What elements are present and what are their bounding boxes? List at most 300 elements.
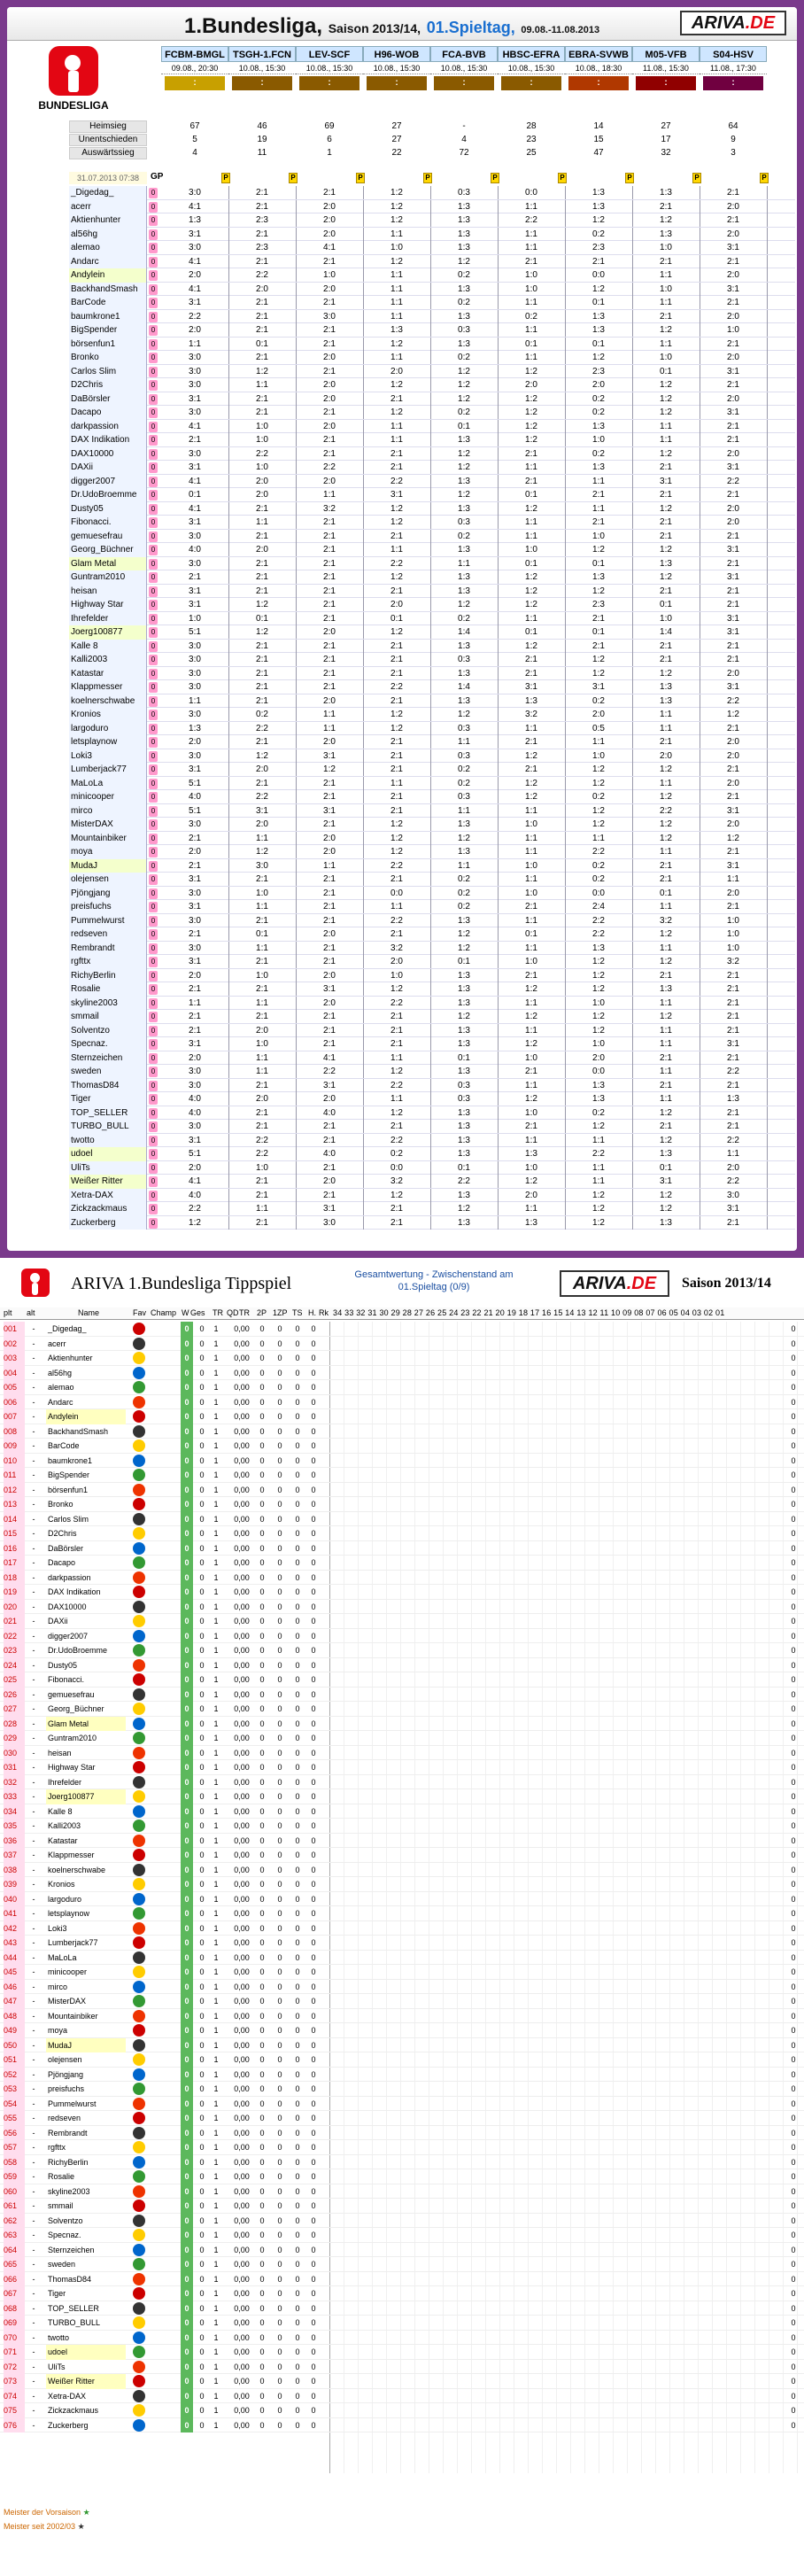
w-value: 0 — [199, 1938, 205, 1947]
ts-value: 0 — [295, 2245, 300, 2254]
tip-cell: 3:1 — [189, 902, 201, 912]
tip-cell: 2:1 — [323, 668, 336, 679]
player-name[interactable]: DaBörsler — [48, 1543, 84, 1553]
player-name[interactable]: Loki3 — [48, 1923, 67, 1933]
md01-value: 0 — [791, 2260, 796, 2269]
player-name[interactable]: Xetra-DAX — [48, 2391, 87, 2401]
player-name[interactable]: DAXii — [48, 1617, 68, 1626]
tip-row — [69, 296, 795, 310]
p-marker[interactable]: P — [221, 173, 230, 183]
tip-cell: 3:0 — [189, 750, 201, 761]
player-name[interactable]: minicooper — [48, 1967, 88, 1976]
tip-cell: 2:2 — [592, 1149, 605, 1159]
md01-value: 0 — [791, 2274, 796, 2284]
tip-cell: 2:1 — [189, 1012, 201, 1021]
ts-value: 0 — [295, 1880, 300, 1889]
match-name[interactable]: TSGH-1.FCN — [228, 46, 296, 62]
player-name[interactable]: Pummelwurst — [69, 914, 147, 928]
player-name[interactable]: Fibonacci. — [69, 516, 147, 530]
ts-value: 0 — [295, 1529, 300, 1538]
player-name[interactable]: Guntram2010 — [48, 1734, 97, 1742]
2p-value: 0 — [259, 2332, 265, 2342]
player-name[interactable]: Mountainbiker — [69, 832, 147, 846]
player-name[interactable]: Dr.UdoBroemme — [48, 1646, 108, 1655]
tip-row — [69, 268, 795, 283]
standings-row — [0, 1717, 804, 1732]
player-name[interactable]: Andylein — [46, 1409, 126, 1424]
qd-value: 0,00 — [234, 2332, 250, 2342]
player-name[interactable]: acerr — [48, 1338, 66, 1348]
player-name[interactable]: gemuesefrau — [69, 530, 147, 544]
place: 014 — [4, 1512, 25, 1527]
player-name[interactable]: Tiger — [69, 1092, 147, 1106]
match-column — [498, 46, 565, 92]
player-name[interactable]: D2Chris — [48, 1529, 77, 1538]
match-name[interactable]: H96-WOB — [363, 46, 430, 62]
player-name[interactable]: MisterDAX — [48, 1997, 87, 2006]
player-name[interactable]: DAXii — [69, 461, 147, 475]
ges-value: 0 — [181, 1789, 193, 1804]
tip-cell: 2:2 — [727, 1135, 739, 1145]
md01-value: 0 — [791, 2420, 796, 2430]
player-name[interactable]: baumkrone1 — [69, 310, 147, 324]
player-name[interactable]: DAX Indikation — [48, 1587, 101, 1596]
player-name[interactable]: Kalli2003 — [48, 1821, 81, 1830]
player-name[interactable]: Specnaz. — [69, 1037, 147, 1051]
player-name[interactable]: ThomasD84 — [48, 2274, 92, 2284]
player-name[interactable]: acerr — [69, 200, 147, 214]
player-name[interactable]: TOP_SELLER — [48, 2303, 99, 2313]
tip-cell: 3:0 — [189, 366, 201, 376]
1zp-value: 0 — [277, 1514, 282, 1524]
alt-place: - — [32, 1646, 35, 1655]
player-name[interactable]: DAX10000 — [69, 447, 147, 462]
player-name[interactable]: Dacapo — [69, 406, 147, 420]
player-name[interactable]: Ihrefelder — [69, 612, 147, 626]
player-name[interactable]: börsenfun1 — [69, 338, 147, 352]
tip-cell: 2:2 — [390, 1135, 403, 1145]
alt-place: - — [32, 2347, 35, 2356]
md01-value: 0 — [791, 2377, 796, 2386]
player-name[interactable]: Kronios — [69, 708, 147, 722]
tip-cell: 1:2 — [592, 1121, 605, 1131]
place: 035 — [4, 1819, 25, 1834]
player-name[interactable]: Weißer Ritter — [46, 2374, 126, 2389]
player-name[interactable]: olejensen — [48, 2055, 82, 2064]
tip-cell: 1:1 — [390, 298, 403, 307]
gp-value: 0 — [149, 422, 158, 432]
player-name[interactable]: Fibonacci. — [48, 1675, 85, 1684]
ariva-logo-2[interactable] — [560, 1270, 669, 1297]
tip-cell: 2:1 — [592, 640, 605, 651]
alt-place: - — [32, 2011, 35, 2021]
qd-value: 0,00 — [234, 2157, 250, 2167]
player-name[interactable]: moya — [69, 845, 147, 859]
player-name[interactable]: letsplaynow — [48, 1909, 90, 1918]
tr-value: 1 — [213, 2128, 219, 2138]
player-name[interactable]: _Digedag_ — [69, 186, 147, 200]
player-name[interactable]: Andarc — [69, 255, 147, 269]
player-name[interactable]: RichyBerlin — [69, 969, 147, 983]
player-name[interactable]: digger2007 — [48, 1631, 89, 1641]
player-name[interactable]: skyline2003 — [69, 997, 147, 1011]
player-name[interactable]: BarCode — [69, 296, 147, 310]
player-name[interactable]: BackhandSmash — [69, 283, 147, 297]
player-name[interactable]: alemao — [69, 241, 147, 255]
player-name[interactable]: minicooper — [69, 790, 147, 804]
1zp-value: 0 — [277, 1909, 282, 1918]
qd-value: 0,00 — [234, 1894, 250, 1904]
player-name[interactable]: BigSpender — [48, 1470, 90, 1479]
tip-cell: 1:2 — [458, 600, 470, 609]
player-name[interactable]: MisterDAX — [69, 818, 147, 832]
player-name[interactable]: Weißer Ritter — [69, 1175, 147, 1189]
player-name[interactable]: sweden — [69, 1065, 147, 1079]
player-name[interactable]: heisan — [69, 585, 147, 599]
w-value: 0 — [199, 1617, 205, 1626]
player-name[interactable]: Specnaz. — [48, 2231, 81, 2239]
1zp-value: 0 — [277, 1470, 282, 1479]
tip-cell: 1:1 — [323, 860, 336, 871]
player-name[interactable]: al56hg — [69, 228, 147, 242]
tr-value: 1 — [213, 1777, 219, 1787]
tr-value: 1 — [213, 2362, 219, 2371]
player-name[interactable]: largoduro — [69, 722, 147, 736]
qd-value: 0,00 — [234, 1368, 250, 1377]
player-name[interactable]: Rosalie — [48, 2172, 75, 2181]
player-name[interactable]: Katastar — [48, 1835, 78, 1845]
player-name[interactable]: twotto — [48, 2332, 70, 2342]
tip-cell: 1:0 — [256, 1162, 268, 1173]
player-name[interactable]: Lumberjack77 — [69, 763, 147, 777]
ges-value: 0 — [181, 2243, 193, 2258]
p-marker[interactable]: P — [423, 173, 432, 183]
1zp-value: 0 — [277, 2099, 282, 2108]
md01-value: 0 — [791, 1500, 796, 1509]
tr-value: 1 — [213, 2143, 219, 2152]
player-name[interactable]: mirco — [69, 804, 147, 819]
p-marker[interactable]: P — [558, 173, 567, 183]
player-name[interactable]: Glam Metal — [69, 557, 147, 571]
tip-cell: 1:1 — [256, 1052, 268, 1063]
player-name[interactable]: Zuckerberg — [48, 2420, 89, 2430]
gp-value: 0 — [149, 449, 158, 460]
ges-value: 0 — [181, 2082, 193, 2097]
match-name[interactable]: FCBM-BMGL — [161, 46, 228, 62]
h-value: 0 — [311, 2055, 316, 2064]
tip-row — [69, 873, 795, 887]
player-name[interactable]: Mountainbiker — [48, 2011, 98, 2021]
place: 012 — [4, 1483, 25, 1498]
tip-cell: 2:2 — [660, 805, 672, 816]
player-name[interactable]: DAX10000 — [48, 1602, 87, 1611]
player-name[interactable]: Sternzeichen — [69, 1051, 147, 1066]
player-name[interactable]: Dr.UdoBroemme — [69, 488, 147, 502]
gp-value: 0 — [149, 202, 158, 213]
player-name[interactable]: redseven — [48, 2114, 81, 2122]
player-name[interactable]: Xetra-DAX — [69, 1189, 147, 1203]
player-name[interactable]: Klappmesser — [48, 1851, 95, 1859]
player-name[interactable]: baumkrone1 — [48, 1455, 93, 1465]
player-name[interactable]: heisan — [48, 1748, 72, 1757]
player-name[interactable]: MudaJ — [46, 2038, 126, 2053]
tip-cell: 3:0 — [189, 888, 201, 898]
md01-value: 0 — [791, 1909, 796, 1918]
tip-cell: 2:2 — [256, 792, 268, 802]
player-name[interactable]: MaLoLa — [48, 1952, 77, 1962]
tip-row — [69, 241, 795, 255]
player-name[interactable]: Kronios — [48, 1880, 75, 1889]
player-name[interactable]: DaBörsler — [69, 392, 147, 407]
qd-value: 0,00 — [234, 2143, 250, 2152]
player-name[interactable]: Pjöngjang — [48, 2069, 84, 2079]
player-name[interactable]: preisfuchs — [69, 900, 147, 914]
tip-cell: 2:1 — [660, 640, 672, 651]
stat-value: 46 — [257, 121, 267, 131]
player-name[interactable]: Klappmesser — [69, 680, 147, 694]
player-name[interactable]: skyline2003 — [48, 2186, 90, 2196]
gp-value: 0 — [149, 586, 158, 597]
player-name[interactable]: smmail — [69, 1010, 147, 1024]
tip-cell: 3:2 — [525, 710, 537, 719]
ges-value: 0 — [181, 1980, 193, 1995]
player-name[interactable]: udoel — [69, 1147, 147, 1161]
fav-team-icon — [133, 2332, 145, 2344]
tip-cell: 1:2 — [525, 792, 537, 802]
qd-value: 0,00 — [234, 1880, 250, 1889]
player-name[interactable]: Zuckerberg — [69, 1216, 147, 1230]
tip-cell: 2:1 — [660, 586, 672, 596]
tip-cell: 1:0 — [390, 970, 403, 981]
player-name[interactable]: Pummelwurst — [48, 2099, 97, 2108]
player-name[interactable]: Carlos Slim — [69, 365, 147, 379]
player-name[interactable]: koelnerschwabe — [69, 694, 147, 709]
qd-value: 0,00 — [234, 2040, 250, 2050]
tip-cell: 2:1 — [390, 448, 403, 459]
player-name[interactable]: moya — [48, 2026, 68, 2035]
player-name[interactable]: preisfuchs — [48, 2084, 85, 2093]
gp-value: 0 — [149, 1026, 158, 1036]
tr-value: 1 — [213, 2347, 219, 2356]
match-name[interactable]: EBRA-SVWB — [565, 46, 632, 62]
player-name[interactable]: Zickzackmaus — [48, 2406, 99, 2415]
standings-row — [0, 2184, 804, 2200]
p-marker[interactable]: P — [491, 173, 499, 183]
player-name[interactable]: Katastar — [69, 667, 147, 681]
tip-cell: 1:3 — [592, 311, 605, 322]
tip-cell: 2:1 — [323, 640, 336, 651]
tip-cell: 2:1 — [390, 750, 403, 761]
player-name[interactable]: RichyBerlin — [48, 2157, 89, 2167]
player-name[interactable]: D2Chris — [69, 378, 147, 392]
tr-value: 1 — [213, 1806, 219, 1816]
player-name[interactable]: Zickzackmaus — [69, 1202, 147, 1216]
player-name[interactable]: Dusty05 — [69, 502, 147, 516]
qd-value: 0,00 — [234, 2420, 250, 2430]
tip-cell: 1:1 — [256, 517, 268, 527]
player-name[interactable]: redseven — [69, 927, 147, 942]
player-name[interactable]: Highway Star — [48, 1763, 96, 1772]
player-name[interactable]: Rosalie — [69, 982, 147, 997]
player-name[interactable]: Rembrandt — [69, 942, 147, 956]
tr-value: 1 — [213, 1894, 219, 1904]
player-name[interactable]: rgfttx — [69, 955, 147, 969]
gp-value: 0 — [149, 861, 158, 872]
gp-value: 0 — [149, 874, 158, 885]
player-name[interactable]: Joerg100877 — [69, 625, 147, 640]
gp-value: 0 — [149, 1094, 158, 1105]
player-name[interactable]: Carlos Slim — [48, 1514, 89, 1524]
ts-value: 0 — [295, 1982, 300, 1991]
fav-team-icon — [133, 1966, 145, 1978]
match-name[interactable]: M05-VFB — [632, 46, 700, 62]
player-name[interactable]: sweden — [48, 2260, 76, 2269]
player-name[interactable]: darkpassion — [69, 420, 147, 434]
tip-cell: 2:1 — [727, 655, 739, 664]
player-name[interactable]: Dacapo — [48, 1558, 76, 1567]
player-name[interactable]: Rembrandt — [48, 2128, 88, 2138]
tip-cell: 1:2 — [525, 366, 537, 376]
player-name[interactable]: largoduro — [48, 1894, 82, 1904]
player-name[interactable]: Aktienhunter — [48, 1354, 93, 1362]
p-marker[interactable]: P — [692, 173, 701, 183]
player-name[interactable]: MaLoLa — [69, 777, 147, 791]
player-name[interactable]: rgfttx — [48, 2143, 66, 2152]
p-marker[interactable]: P — [289, 173, 298, 183]
player-name[interactable]: al56hg — [48, 1368, 73, 1377]
tip-cell: 3:2 — [390, 1176, 403, 1186]
player-name[interactable]: Dusty05 — [48, 1660, 78, 1670]
fav-team-icon — [133, 2141, 145, 2153]
player-name[interactable]: ThomasD84 — [69, 1079, 147, 1093]
player-name[interactable]: Loki3 — [69, 749, 147, 764]
tip-cell: 1:3 — [458, 1067, 470, 1076]
tip-cell: 3:1 — [189, 764, 201, 774]
player-name[interactable]: Joerg100877 — [46, 1789, 126, 1804]
tip-cell: 0:1 — [525, 627, 537, 637]
match-name[interactable]: HBSC-EFRA — [498, 46, 565, 62]
player-name[interactable]: udoel — [46, 2345, 126, 2360]
player-name[interactable]: alemao — [48, 1383, 74, 1392]
tip-cell: 0:2 — [458, 613, 470, 624]
player-name[interactable]: börsenfun1 — [48, 1485, 89, 1494]
tip-cell: 1:2 — [592, 805, 605, 816]
alt-place: - — [32, 1675, 35, 1684]
player-name[interactable]: Andarc — [48, 1397, 73, 1407]
player-name[interactable]: BarCode — [48, 1441, 80, 1450]
standings-row — [0, 1834, 804, 1849]
tip-cell: 2:0 — [189, 1162, 201, 1173]
player-name[interactable]: darkpassion — [48, 1572, 91, 1582]
player-name[interactable]: Solventzo — [69, 1024, 147, 1038]
player-name[interactable]: BigSpender — [69, 323, 147, 338]
tr-value: 1 — [213, 1572, 219, 1582]
tip-cell: 3:0 — [189, 380, 201, 390]
ariva-logo[interactable] — [680, 11, 786, 35]
ges-value: 0 — [181, 2403, 193, 2418]
player-name[interactable]: Ihrefelder — [48, 1777, 82, 1787]
p-marker[interactable]: P — [760, 173, 769, 183]
tip-cell: 1:1 — [660, 421, 672, 431]
place: 049 — [4, 2023, 25, 2038]
tip-cell: 1:3 — [458, 984, 470, 994]
player-name[interactable]: twotto — [69, 1134, 147, 1148]
tr-value: 1 — [213, 1851, 219, 1859]
player-name[interactable]: _Digedag_ — [48, 1324, 87, 1333]
player-name[interactable]: DAX Indikation — [69, 433, 147, 447]
player-name[interactable]: letsplaynow — [69, 735, 147, 749]
player-name[interactable]: Lumberjack77 — [48, 1938, 98, 1947]
match-date: 10.08., 15:30 — [498, 62, 565, 74]
player-name[interactable]: BackhandSmash — [48, 1426, 109, 1436]
player-name[interactable]: Bronko — [48, 1500, 73, 1509]
place: 033 — [4, 1789, 25, 1804]
tip-cell: 1:1 — [525, 517, 537, 527]
tr-value: 1 — [213, 1368, 219, 1377]
player-name[interactable]: Kalle 8 — [69, 640, 147, 654]
player-name[interactable]: Tiger — [48, 2289, 66, 2298]
player-name[interactable]: gemuesefrau — [48, 1689, 95, 1699]
player-name[interactable]: UliTs — [69, 1161, 147, 1175]
h-value: 0 — [311, 1909, 316, 1918]
player-name[interactable]: TOP_SELLER — [69, 1106, 147, 1121]
player-name[interactable]: Bronko — [69, 351, 147, 365]
stat-value: 17 — [661, 135, 671, 144]
tip-row — [69, 338, 795, 352]
player-name[interactable]: UliTs — [48, 2362, 66, 2371]
tip-cell: 1:1 — [390, 778, 403, 788]
player-name[interactable]: Georg_Büchner — [69, 543, 147, 557]
1zp-value: 0 — [277, 2231, 282, 2239]
p-marker[interactable]: P — [356, 173, 365, 183]
player-name[interactable]: Glam Metal — [46, 1717, 126, 1732]
player-name[interactable]: Guntram2010 — [69, 570, 147, 585]
match-name[interactable]: FCA-BVB — [430, 46, 498, 62]
tip-cell: 2:0 — [727, 668, 739, 679]
match-color-bar: : — [703, 76, 763, 90]
player-name[interactable]: Solventzo — [48, 2215, 83, 2225]
player-name[interactable]: TURBO_BULL — [48, 2318, 101, 2327]
player-name[interactable]: Highway Star — [69, 598, 147, 612]
player-name[interactable]: MudaJ — [69, 859, 147, 873]
match-name[interactable]: S04-HSV — [700, 46, 767, 62]
player-name[interactable]: Georg_Büchner — [48, 1704, 104, 1713]
p-marker[interactable]: P — [625, 173, 634, 183]
player-name[interactable]: Sternzeichen — [48, 2245, 95, 2254]
player-name[interactable]: koelnerschwabe — [48, 1865, 106, 1874]
alt-place: - — [32, 2055, 35, 2064]
player-name[interactable]: Pjöngjang — [69, 887, 147, 901]
gesamt-line2: 01.Spieltag (0/9) — [398, 1282, 470, 1292]
player-name[interactable]: Kalle 8 — [48, 1806, 73, 1816]
player-name[interactable]: smmail — [48, 2201, 73, 2210]
player-name[interactable]: Aktienhunter — [69, 213, 147, 228]
gp-value: 0 — [149, 957, 158, 967]
player-name[interactable]: Andylein — [69, 268, 147, 283]
1zp-value: 0 — [277, 2420, 282, 2430]
tip-cell: 0:2 — [458, 778, 470, 788]
player-name[interactable]: digger2007 — [69, 475, 147, 489]
player-name[interactable]: olejensen — [69, 873, 147, 887]
match-name[interactable]: LEV-SCF — [296, 46, 363, 62]
w-value: 0 — [199, 2143, 205, 2152]
player-name[interactable]: mirco — [48, 1982, 67, 1991]
place: 062 — [4, 2214, 25, 2229]
standings-row — [0, 1585, 804, 1600]
alt-place: - — [32, 1777, 35, 1787]
player-name[interactable]: Kalli2003 — [69, 653, 147, 667]
player-name[interactable]: TURBO_BULL — [69, 1120, 147, 1134]
